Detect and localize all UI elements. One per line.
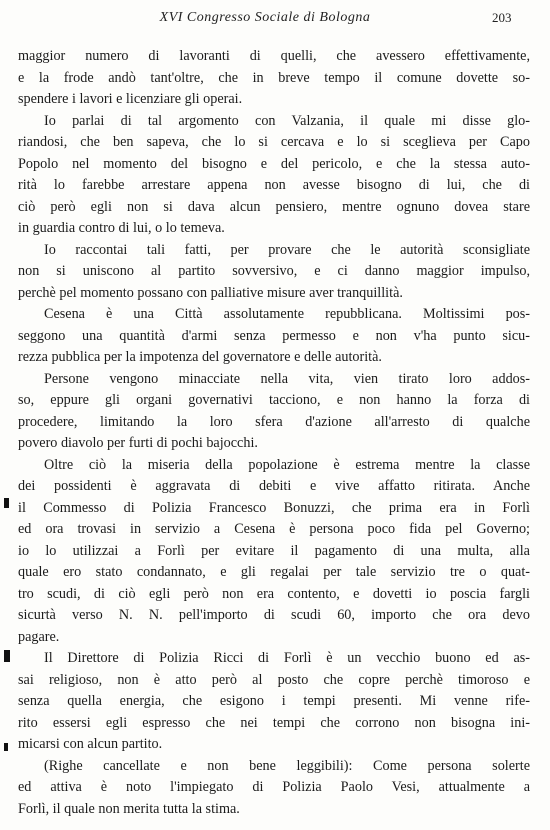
paragraph [18,240,530,305]
text-line: Forlì, il quale non merita tutta la stima. [18,800,240,817]
text-line: rezza pubblica per la impotenza del governatore e delle autorità. [18,349,382,365]
running-head: XVI Congresso Sociale di Bologna [159,10,371,25]
text-line: tro scudi, di ciò egli però non era contento, e dovetti io poscia fargli [18,585,530,602]
text-line: maggior numero di lavoranti di quelli, che avessero effettivamente, [18,48,530,64]
text-line: Io parlai di tal argomento con Valzania, il quale mi disse glo- [44,112,530,129]
text-line: so, eppure gli organi governativi tacciono, e non hanno la forza di [18,392,530,408]
text-line: pagare. [18,628,60,645]
text-line: sicurtà verso N. N. pell'importo di scudi 60, importo che ora devo [18,607,530,623]
text-line: quale ero stato condannato, e gli regalai per tale servizio tre o quat- [18,564,530,580]
margin-mark [4,743,8,751]
text-line: Io raccontai tali fatti, per provare che le autorità sconsigliate [44,241,530,258]
text-line: senza quella energia, che esigono i tempi presenti. Mi venne rife- [18,693,530,709]
text-line: Cesena è una Città assolutamente repubblicana. Moltissimi pos- [44,306,530,322]
text-line: rito essersi egli espresso che nei tempi che corrono non bisogna ini- [18,714,530,731]
text-line: Il Direttore di Polizia Ricci di Forlì è un vecchio buono ed as- [44,650,530,666]
text-line: sai religioso, non è atto però al posto che copre perchè timoroso e [18,671,530,688]
page-number: 203 [492,10,512,25]
body-text [18,46,530,820]
text-line: il Commesso di Polizia Francesco Bonuzzi, che prima era in Forlì [18,499,530,516]
text-line: Persone vengono minacciate nella vita, vien tirato loro addos- [44,370,530,387]
paragraph [18,46,530,111]
text-line: procedere, limitando la loro sfera d'azione all'arresto di qualche [18,413,530,430]
text-line: non si uniscono al partito sovversivo, e ci danno maggior impulso, [18,263,530,279]
text-line: ed attiva è noto l'impiegato di Polizia Paolo Vesi, attualmente a [18,779,530,795]
margin-mark [4,650,10,662]
text-line: dei possidenti è aggravata di debiti e vive affatto ritirata. Anche [18,478,530,494]
paragraph [18,756,530,821]
text-line: (Righe cancellate e non bene leggibili): Come persona solerte [44,757,530,774]
paragraph [18,648,530,756]
margin-mark [4,498,9,508]
text-line: perchè pel momento possano con palliative misure aver tranquillità. [18,284,403,301]
text-line: seggono una quantità d'armi senza permesso e non v'ha punto sicu- [18,327,530,344]
text-line: ed ora trovasi in servizio a Cesena è persona poco fida pel Governo; [18,521,530,537]
text-line: Popolo nel momento del bisogno e del pericolo, e che la stessa auto- [18,155,530,172]
paragraph [18,111,530,240]
paragraph [18,455,530,649]
text-line: ciò però egli non si dava alcun pensiero, mentre ognuno dovea stare [18,198,530,215]
text-line: in guardia contro di lui, o lo temeva. [18,220,225,236]
paragraph [18,369,530,455]
paragraph [18,304,530,369]
text-line: rità lo farebbe arrestare appena non avesse bisogno di lui, che di [18,177,530,193]
text-line: riandosi, che ben sapeva, che lo si cercava e lo si sceglieva per Capo [18,134,530,150]
text-line: micarsi con alcun partito. [18,736,163,752]
text-line: Oltre ciò la miseria della popolazione è estrema mentre la classe [44,456,530,473]
text-line: io lo utilizzai a Forlì per evitare il pagamento di una multa, alla [18,542,530,559]
text-line: spendere i lavori e licenziare gli operai. [18,91,243,107]
text-line: e la frode andò tant'oltre, che in breve tempo il comune dovette so- [18,69,530,86]
text-line: povero diavolo per furti di pochi bajocchi. [18,435,258,451]
